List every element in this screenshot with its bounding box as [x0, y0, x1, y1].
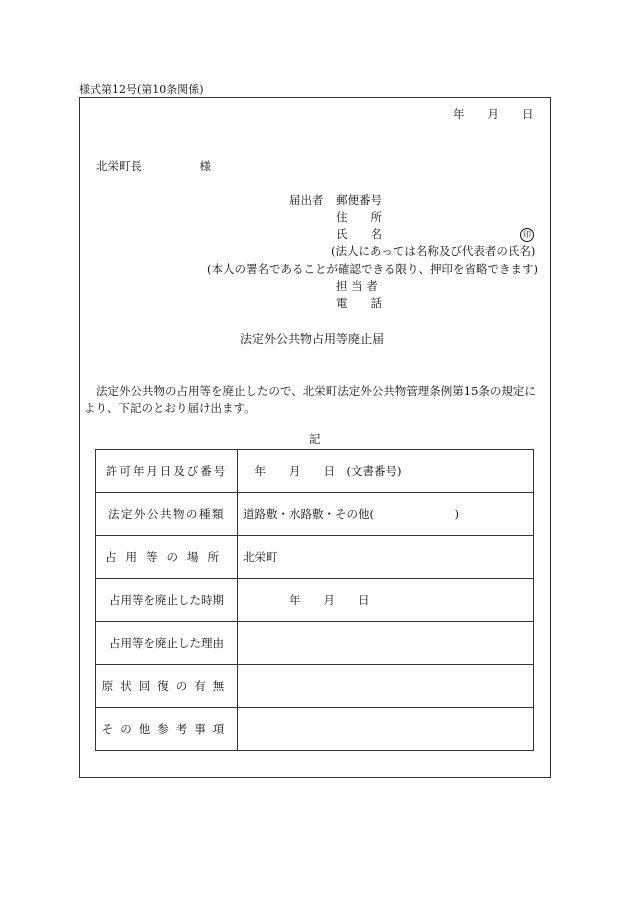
form-number: 様式第12号(第10条関係)	[79, 83, 204, 96]
row-label-text: 占用等を廃止した時期	[109, 593, 224, 607]
row-label	[96, 493, 238, 536]
row-label-text: 許可年月日及び番号	[105, 464, 228, 478]
row-label-text: 法定外公共物の種類	[108, 507, 225, 521]
applicant-heading: 届出者	[289, 193, 324, 207]
corporation-note: (法人にあっては名称及び代表者の氏名)	[331, 244, 536, 258]
row-value	[238, 708, 534, 751]
table-row	[96, 622, 534, 665]
table-row	[96, 708, 534, 751]
table-row	[96, 536, 534, 579]
document-title: 法定外公共物占用等廃止届	[240, 332, 385, 346]
table-row	[96, 579, 534, 622]
body-text-line-1: 法定外公共物の占用等を廃止したので、北栄町法定外公共物管理条例第15条の規定に	[96, 384, 536, 398]
seal-mark: 印	[520, 228, 534, 242]
signature-note: (本人の署名であることが確認できる限り、押印を省略できます)	[207, 262, 538, 276]
row-label-text: 占用等を廃止した理由	[109, 636, 224, 650]
table-row	[96, 450, 534, 493]
row-label	[96, 536, 238, 579]
person-in-charge-label: 担 当 者	[336, 279, 378, 293]
row-value: 北栄町	[238, 536, 534, 579]
body-text-line-2: より、下記のとおり届け出ます。	[84, 401, 256, 415]
row-value	[238, 622, 534, 665]
row-label	[96, 708, 238, 751]
row-label	[96, 450, 238, 493]
row-value: 年 月 日 (文書番号)	[238, 450, 534, 493]
row-label-text: 原状回復の有無	[101, 679, 232, 693]
address-label: 住 所	[336, 210, 382, 224]
date-line: 年 月 日	[453, 107, 534, 121]
name-label: 氏 名	[336, 227, 382, 241]
row-label	[96, 579, 238, 622]
ki-heading: 記	[309, 432, 321, 446]
table-row	[96, 665, 534, 708]
details-table	[95, 449, 534, 751]
row-value: 年 月 日	[238, 579, 534, 622]
row-label-text: その他参考事項	[101, 722, 232, 736]
row-value: 道路敷・水路敷・その他( )	[238, 493, 534, 536]
row-value	[238, 665, 534, 708]
row-label	[96, 622, 238, 665]
row-label	[96, 665, 238, 708]
phone-label: 電 話	[336, 296, 382, 310]
row-label-text: 占用等の場所	[105, 550, 228, 564]
postal-code-label: 郵便番号	[336, 193, 382, 207]
addressee: 北栄町長 様	[96, 159, 211, 173]
table-row	[96, 493, 534, 536]
